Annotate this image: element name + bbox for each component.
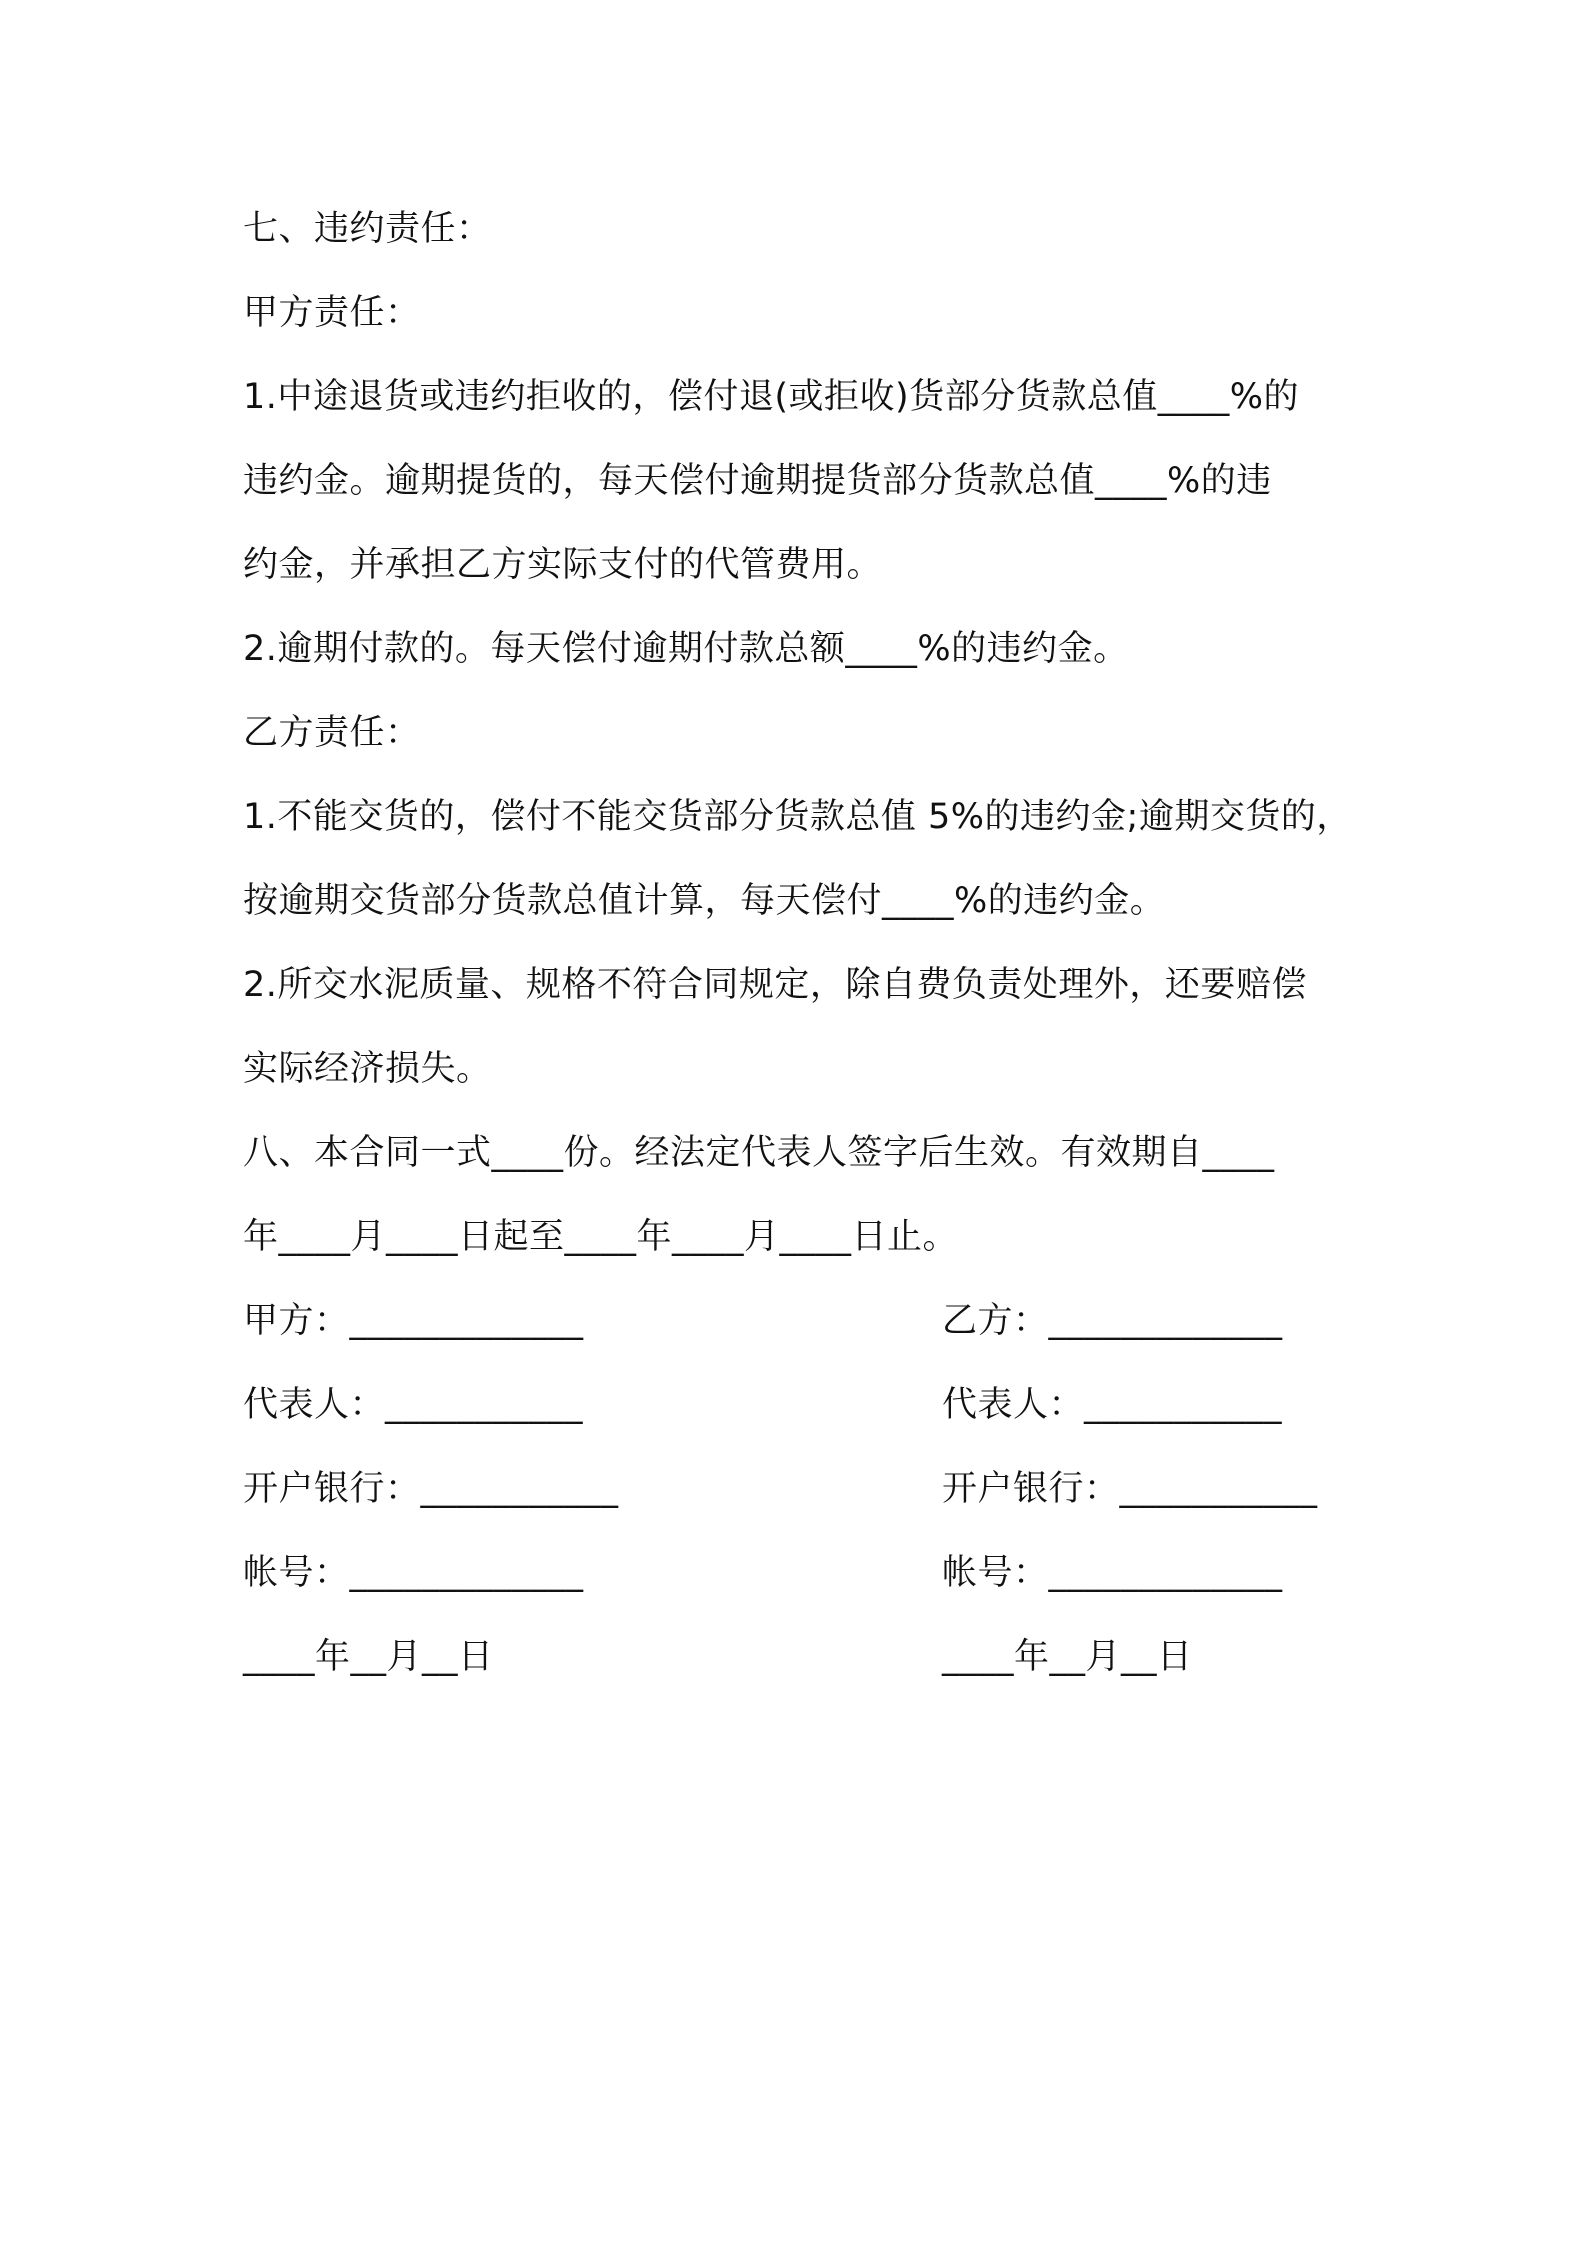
party-b-clause-1-line-2: 按逾期交货部分货款总值计算，每天偿付____%的违约金。 [243, 881, 1166, 921]
section-8-line-1: 八、本合同一式____份。经法定代表人签字后生效。有效期自____ [243, 1133, 1275, 1173]
party-a-signature-field: 甲方：_____________ [243, 1301, 584, 1341]
party-a-responsibility-heading: 甲方责任： [243, 293, 421, 333]
party-b-bank-field: 开户银行：___________ [942, 1469, 1318, 1509]
party-a-clause-1-line-1: 1.中途退货或违约拒收的，偿付退(或拒收)货部分货款总值____%的 [243, 377, 1299, 417]
party-b-clause-1-line-1: 1.不能交货的，偿付不能交货部分货款总值 5%的违约金;逾期交货的， [243, 797, 1352, 837]
section-7-title: 七、违约责任： [243, 209, 492, 249]
party-b-date-field: ____年__月__日 [942, 1637, 1193, 1677]
party-b-clause-2-line-1: 2.所交水泥质量、规格不符合同规定，除自费负责处理外，还要赔偿 [243, 965, 1307, 1005]
party-a-representative-field: 代表人：___________ [243, 1385, 584, 1425]
party-a-bank-field: 开户银行：___________ [243, 1469, 619, 1509]
party-b-clause-2-line-2: 实际经济损失。 [243, 1049, 492, 1089]
party-a-clause-1-line-2: 违约金。逾期提货的，每天偿付逾期提货部分货款总值____%的违 [243, 461, 1272, 501]
party-a-clause-2: 2.逾期付款的。每天偿付逾期付款总额____%的违约金。 [243, 629, 1129, 669]
party-b-account-field: 帐号：_____________ [942, 1553, 1283, 1593]
section-8-line-2: 年____月____日起至____年____月____日止。 [243, 1217, 959, 1257]
party-b-signature-field: 乙方：_____________ [942, 1301, 1283, 1341]
party-b-representative-field: 代表人：___________ [942, 1385, 1283, 1425]
party-b-responsibility-heading: 乙方责任： [243, 713, 421, 753]
party-a-account-field: 帐号：_____________ [243, 1553, 584, 1593]
party-a-date-field: ____年__月__日 [243, 1637, 494, 1677]
party-a-clause-1-line-3: 约金，并承担乙方实际支付的代管费用。 [243, 545, 883, 585]
